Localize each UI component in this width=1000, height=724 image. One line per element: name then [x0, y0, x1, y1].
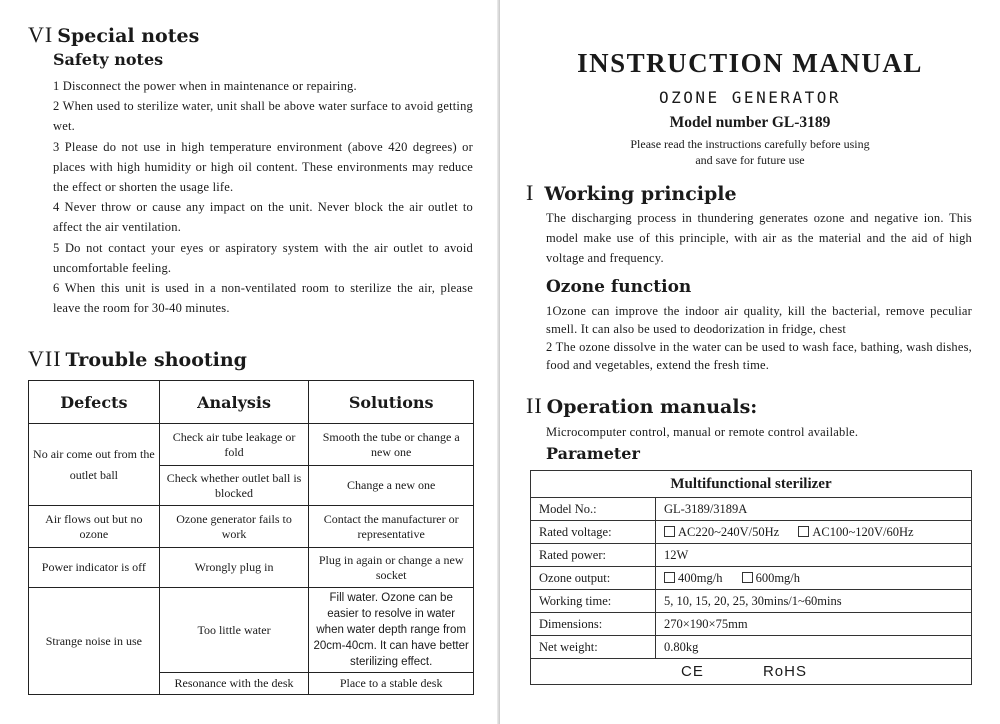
- section-title: Working principle: [544, 183, 737, 205]
- column-header: Analysis: [159, 381, 309, 424]
- param-label: Ozone output:: [531, 567, 656, 590]
- safety-item: 2 When used to sterilize water, unit shall be above water surface to avoid getting wet.: [53, 99, 473, 134]
- ozone-function-title: Ozone function: [546, 277, 692, 297]
- param-label: Model No.:: [531, 498, 656, 521]
- special-notes-heading: [28, 22, 199, 48]
- analysis-cell: Check air tube leakage or fold: [159, 424, 309, 466]
- checkbox-icon: [742, 572, 753, 583]
- parameter-table: [530, 470, 972, 685]
- working-principle-text: [546, 208, 972, 269]
- page-fold: [497, 0, 500, 724]
- column-header: Defects: [29, 381, 160, 424]
- safety-item: 6 When this unit is used in a non-ventilated room to sterilize the air, please leave the room for 30-40 minutes.: [53, 281, 473, 316]
- working-principle-heading: [526, 180, 737, 206]
- solution-cell: Smooth the tube or change a new one: [309, 424, 474, 466]
- option-label: 400mg/h: [678, 570, 723, 585]
- table-row: [531, 659, 972, 685]
- table-row: [531, 498, 972, 521]
- table-row: [29, 506, 474, 548]
- section-title: Operation manuals:: [546, 396, 758, 418]
- operation-text: Microcomputer control, manual or remote control available.: [546, 425, 859, 439]
- solution-cell: Fill water. Ozone can be easier to resolve in water when water depth range from 20cm-40cm. It can have better sterilizing effect.: [309, 588, 474, 673]
- param-value: 270×190×75mm: [656, 613, 972, 636]
- param-label: Net weight:: [531, 636, 656, 659]
- table-header-row: [29, 381, 474, 424]
- param-value: [656, 521, 972, 544]
- param-value: GL-3189/3189A: [656, 498, 972, 521]
- analysis-cell: Wrongly plug in: [159, 548, 309, 588]
- safety-item: 3 Please do not use in high temperature environment (above 420 degrees) or places with high humidity or high oil content. These environments may reduce the effect or shorten the usage life.: [53, 139, 473, 195]
- voltage-option: [798, 525, 913, 539]
- table-row: [531, 590, 972, 613]
- param-label: Rated voltage:: [531, 521, 656, 544]
- checkbox-icon: [798, 526, 809, 537]
- model-number: Model number GL-3189: [669, 114, 831, 131]
- note-line: and save for future use: [695, 153, 805, 167]
- safety-notes-title: Safety notes: [53, 50, 164, 69]
- certification-row: [531, 659, 972, 685]
- ozone-option: [742, 571, 800, 585]
- param-value: [656, 567, 972, 590]
- option-label: 600mg/h: [755, 570, 801, 585]
- safety-item: 1 Disconnect the power when in maintenance or repairing.: [53, 79, 357, 93]
- table-row: [531, 544, 972, 567]
- voltage-option: [664, 525, 779, 539]
- table-row: [531, 567, 972, 590]
- ce-mark-icon: CE: [681, 663, 704, 680]
- solution-cell: Change a new one: [309, 466, 474, 506]
- section-roman: I: [526, 180, 535, 205]
- checkbox-icon: [664, 572, 675, 583]
- defect-cell: Air flows out but no ozone: [29, 506, 160, 548]
- option-label: AC100~120V/60Hz: [812, 524, 914, 539]
- defect-cell: Strange noise in use: [29, 588, 160, 695]
- section-roman: VII: [28, 346, 62, 371]
- param-value: 0.80kg: [656, 636, 972, 659]
- param-value: 12W: [656, 544, 972, 567]
- table-row: [531, 471, 972, 498]
- table-row: [29, 588, 474, 673]
- read-instructions-note: [500, 136, 1000, 168]
- param-label: Working time:: [531, 590, 656, 613]
- param-label: Dimensions:: [531, 613, 656, 636]
- analysis-cell: Too little water: [159, 588, 309, 673]
- table-title: Multifunctional sterilizer: [531, 471, 972, 498]
- manual-title: INSTRUCTION MANUAL: [577, 48, 923, 78]
- table-row: [531, 636, 972, 659]
- section-roman: II: [526, 393, 543, 418]
- ozone-option: [664, 571, 722, 585]
- column-header: Solutions: [309, 381, 474, 424]
- trouble-shooting-heading: [28, 346, 247, 372]
- section-title: Trouble shooting: [65, 349, 247, 371]
- trouble-shooting-table: [28, 380, 474, 695]
- checkbox-icon: [664, 526, 675, 537]
- param-value: 5, 10, 15, 20, 25, 30mins/1~60mins: [656, 590, 972, 613]
- product-subtitle: OZONE GENERATOR: [659, 88, 841, 107]
- param-label: Rated power:: [531, 544, 656, 567]
- table-row: [531, 613, 972, 636]
- paragraph: The discharging process in thundering generates ozone and negative ion. This model make use of this principle, with air as the material and the aid of high voltage and frequency.: [546, 211, 972, 266]
- table-row: [29, 548, 474, 588]
- defect-cell: Power indicator is off: [29, 548, 160, 588]
- table-row: [531, 521, 972, 544]
- defect-cell: No air come out from the outlet ball: [29, 424, 160, 506]
- section-roman: VI: [28, 22, 54, 47]
- section-title: Special notes: [57, 25, 200, 47]
- function-item: 1Ozone can improve the indoor air quality, kill the bacterial, remove peculiar smell. It can also be used to deodorization in fridge, chest: [546, 304, 972, 336]
- parameter-title: Parameter: [546, 444, 640, 463]
- safety-notes-list: [53, 76, 473, 318]
- analysis-cell: Ozone generator fails to work: [159, 506, 309, 548]
- rohs-mark-icon: RoHS: [762, 663, 807, 680]
- note-line: Please read the instructions carefully before using: [630, 137, 870, 151]
- table-row: [29, 424, 474, 466]
- analysis-cell: Resonance with the desk: [159, 673, 309, 695]
- option-label: AC220~240V/50Hz: [678, 524, 780, 539]
- analysis-cell: Check whether outlet ball is blocked: [159, 466, 309, 506]
- operation-manuals-heading: [526, 393, 757, 419]
- safety-item: 4 Never throw or cause any impact on the unit. Never block the air outlet to affect the air ventilation.: [53, 200, 473, 235]
- safety-item: 5 Do not contact your eyes or aspiratory system with the air outlet to avoid uncomfortable feeling.: [53, 240, 473, 275]
- function-item: 2 The ozone dissolve in the water can be used to wash face, bathing, wash dishes, food and vegetables, extend the fresh time.: [546, 340, 972, 372]
- solution-cell: Plug in again or change a new socket: [309, 548, 474, 588]
- solution-cell: Place to a stable desk: [309, 673, 474, 695]
- ozone-function-text: [546, 302, 972, 374]
- solution-cell: Contact the manufacturer or representative: [309, 506, 474, 548]
